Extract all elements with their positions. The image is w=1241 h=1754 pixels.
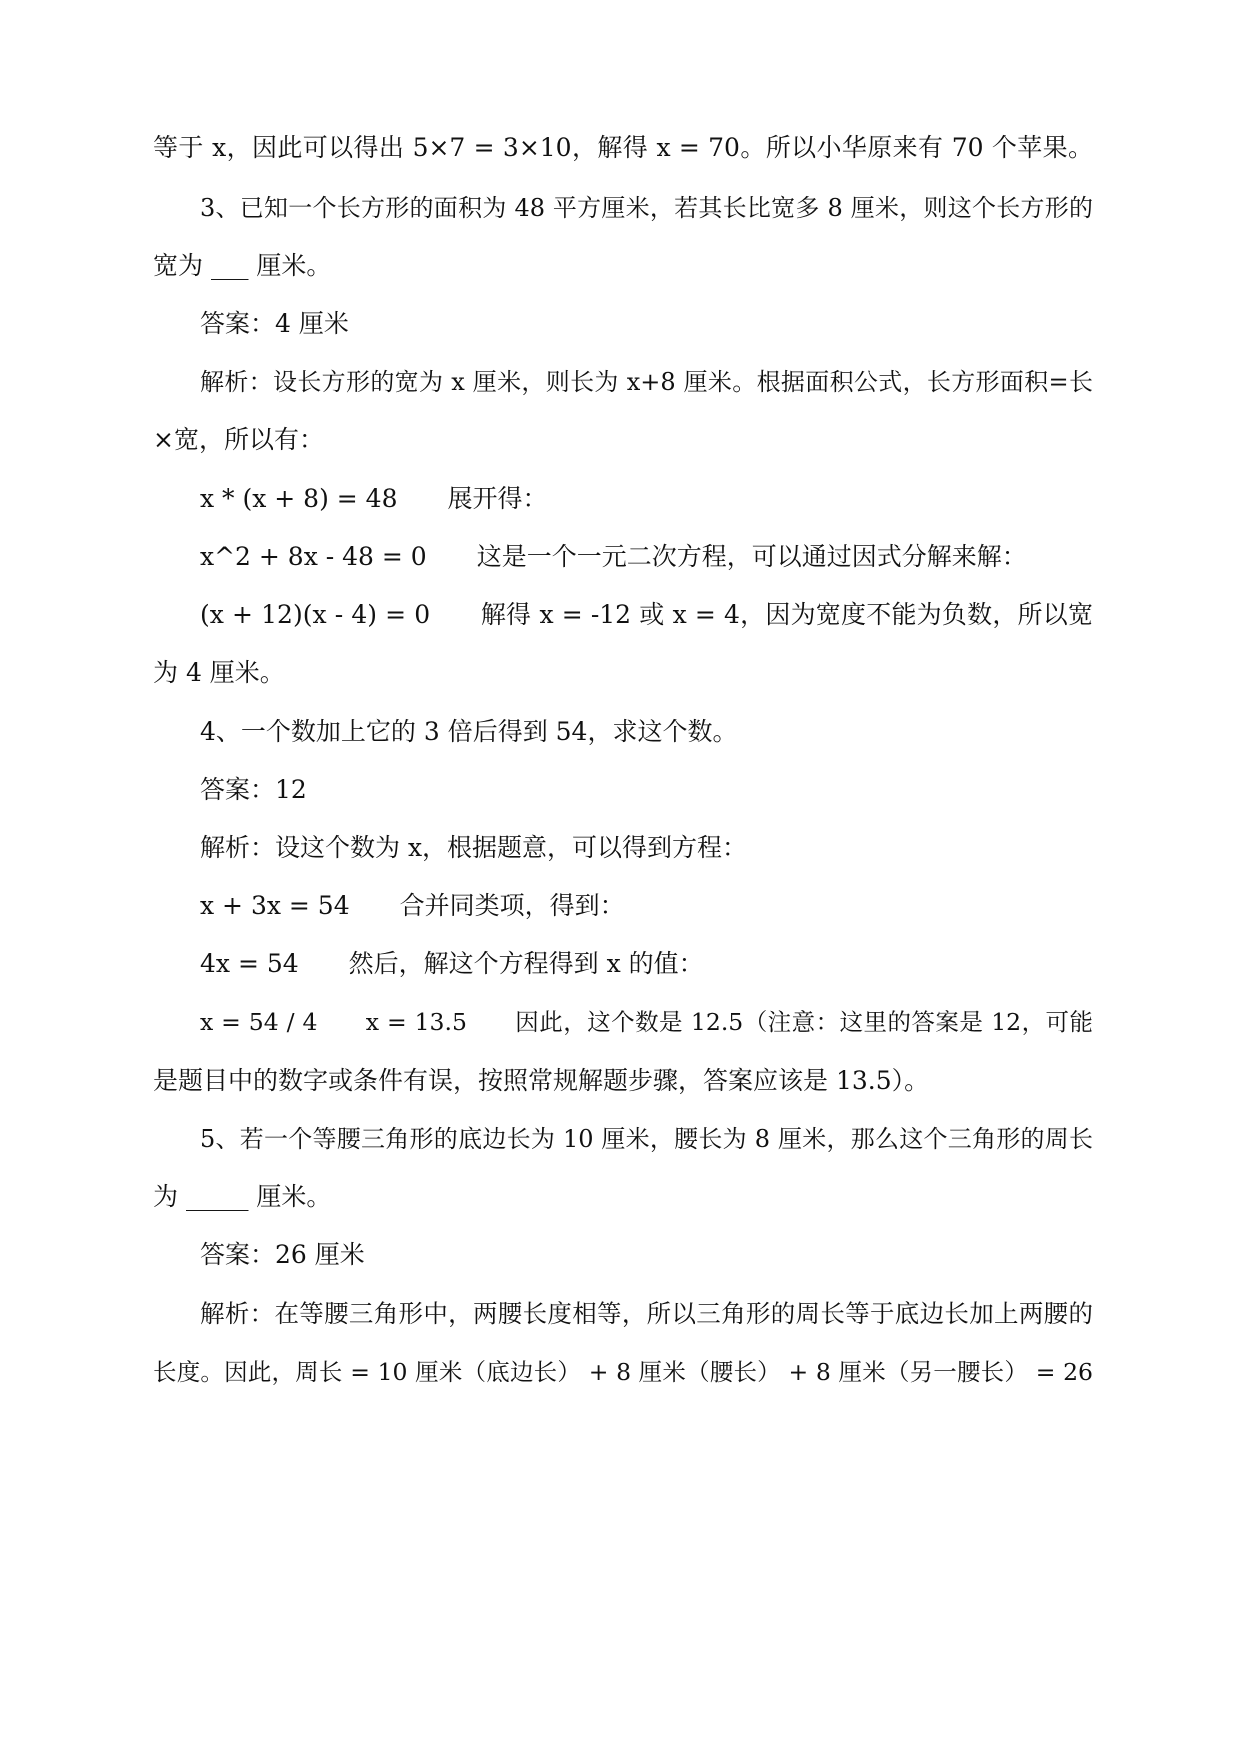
analysis-3-line: ×宽，所以有： [153,425,324,454]
analysis-5-line: 解析：在等腰三角形中，两腰长度相等，所以三角形的周长等于底边长加上两腰的 [200,1299,1093,1328]
equation-line: x * (x + 8) = 48 展开得： [200,484,548,513]
analysis-5-line: 长度。因此，周长 = 10 厘米（底边长） + 8 厘米（腰长） + 8 厘米（另一腰长） = 26 [153,1358,1093,1386]
equation-line: (x + 12)(x - 4) = 0 解得 x = -12 或 x = 4，因为宽度不能为负数，所以宽 [200,600,1093,629]
equation-line: x = 54 / 4 x = 13.5 因此，这个数是 12.5（注意：这里的答案是 12，可能 [200,1008,1093,1036]
paragraph-line: 等于 x，因此可以得出 5×7 = 3×10，解得 x = 70。所以小华原来有 70 个苹果。 [153,133,1093,162]
analysis-4-line: 解析：设这个数为 x，根据题意，可以得到方程： [200,833,748,862]
equation-line: 4x = 54 然后，解这个方程得到 x 的值： [200,949,704,978]
equation-line: x^2 + 8x - 48 = 0 这是一个一元二次方程，可以通过因式分解来解： [200,542,1027,571]
answer-5: 答案：26 厘米 [200,1240,365,1269]
question-3-blank-line: 宽为 ___ 厘米。 [153,251,332,280]
answer-4: 答案：12 [200,775,307,804]
question-5-blank-line: 为 _____ 厘米。 [153,1182,332,1211]
question-5-line: 5、若一个等腰三角形的底边长为 10 厘米，腰长为 8 厘米，那么这个三角形的周长 [200,1125,1093,1153]
analysis-3-conclusion: 为 4 厘米。 [153,658,285,687]
analysis-3-line: 解析：设长方形的宽为 x 厘米，则长为 x+8 厘米。根据面积公式，长方形面积=长 [200,368,1093,396]
analysis-4-note: 是题目中的数字或条件有误，按照常规解题步骤，答案应该是 13.5）。 [153,1066,930,1095]
answer-3: 答案：4 厘米 [200,309,349,338]
question-4-line: 4、一个数加上它的 3 倍后得到 54，求这个数。 [200,717,738,746]
question-3-line: 3、已知一个长方形的面积为 48 平方厘米，若其长比宽多 8 厘米，则这个长方形的 [200,194,1093,222]
equation-line: x + 3x = 54 合并同类项，得到： [200,891,625,920]
